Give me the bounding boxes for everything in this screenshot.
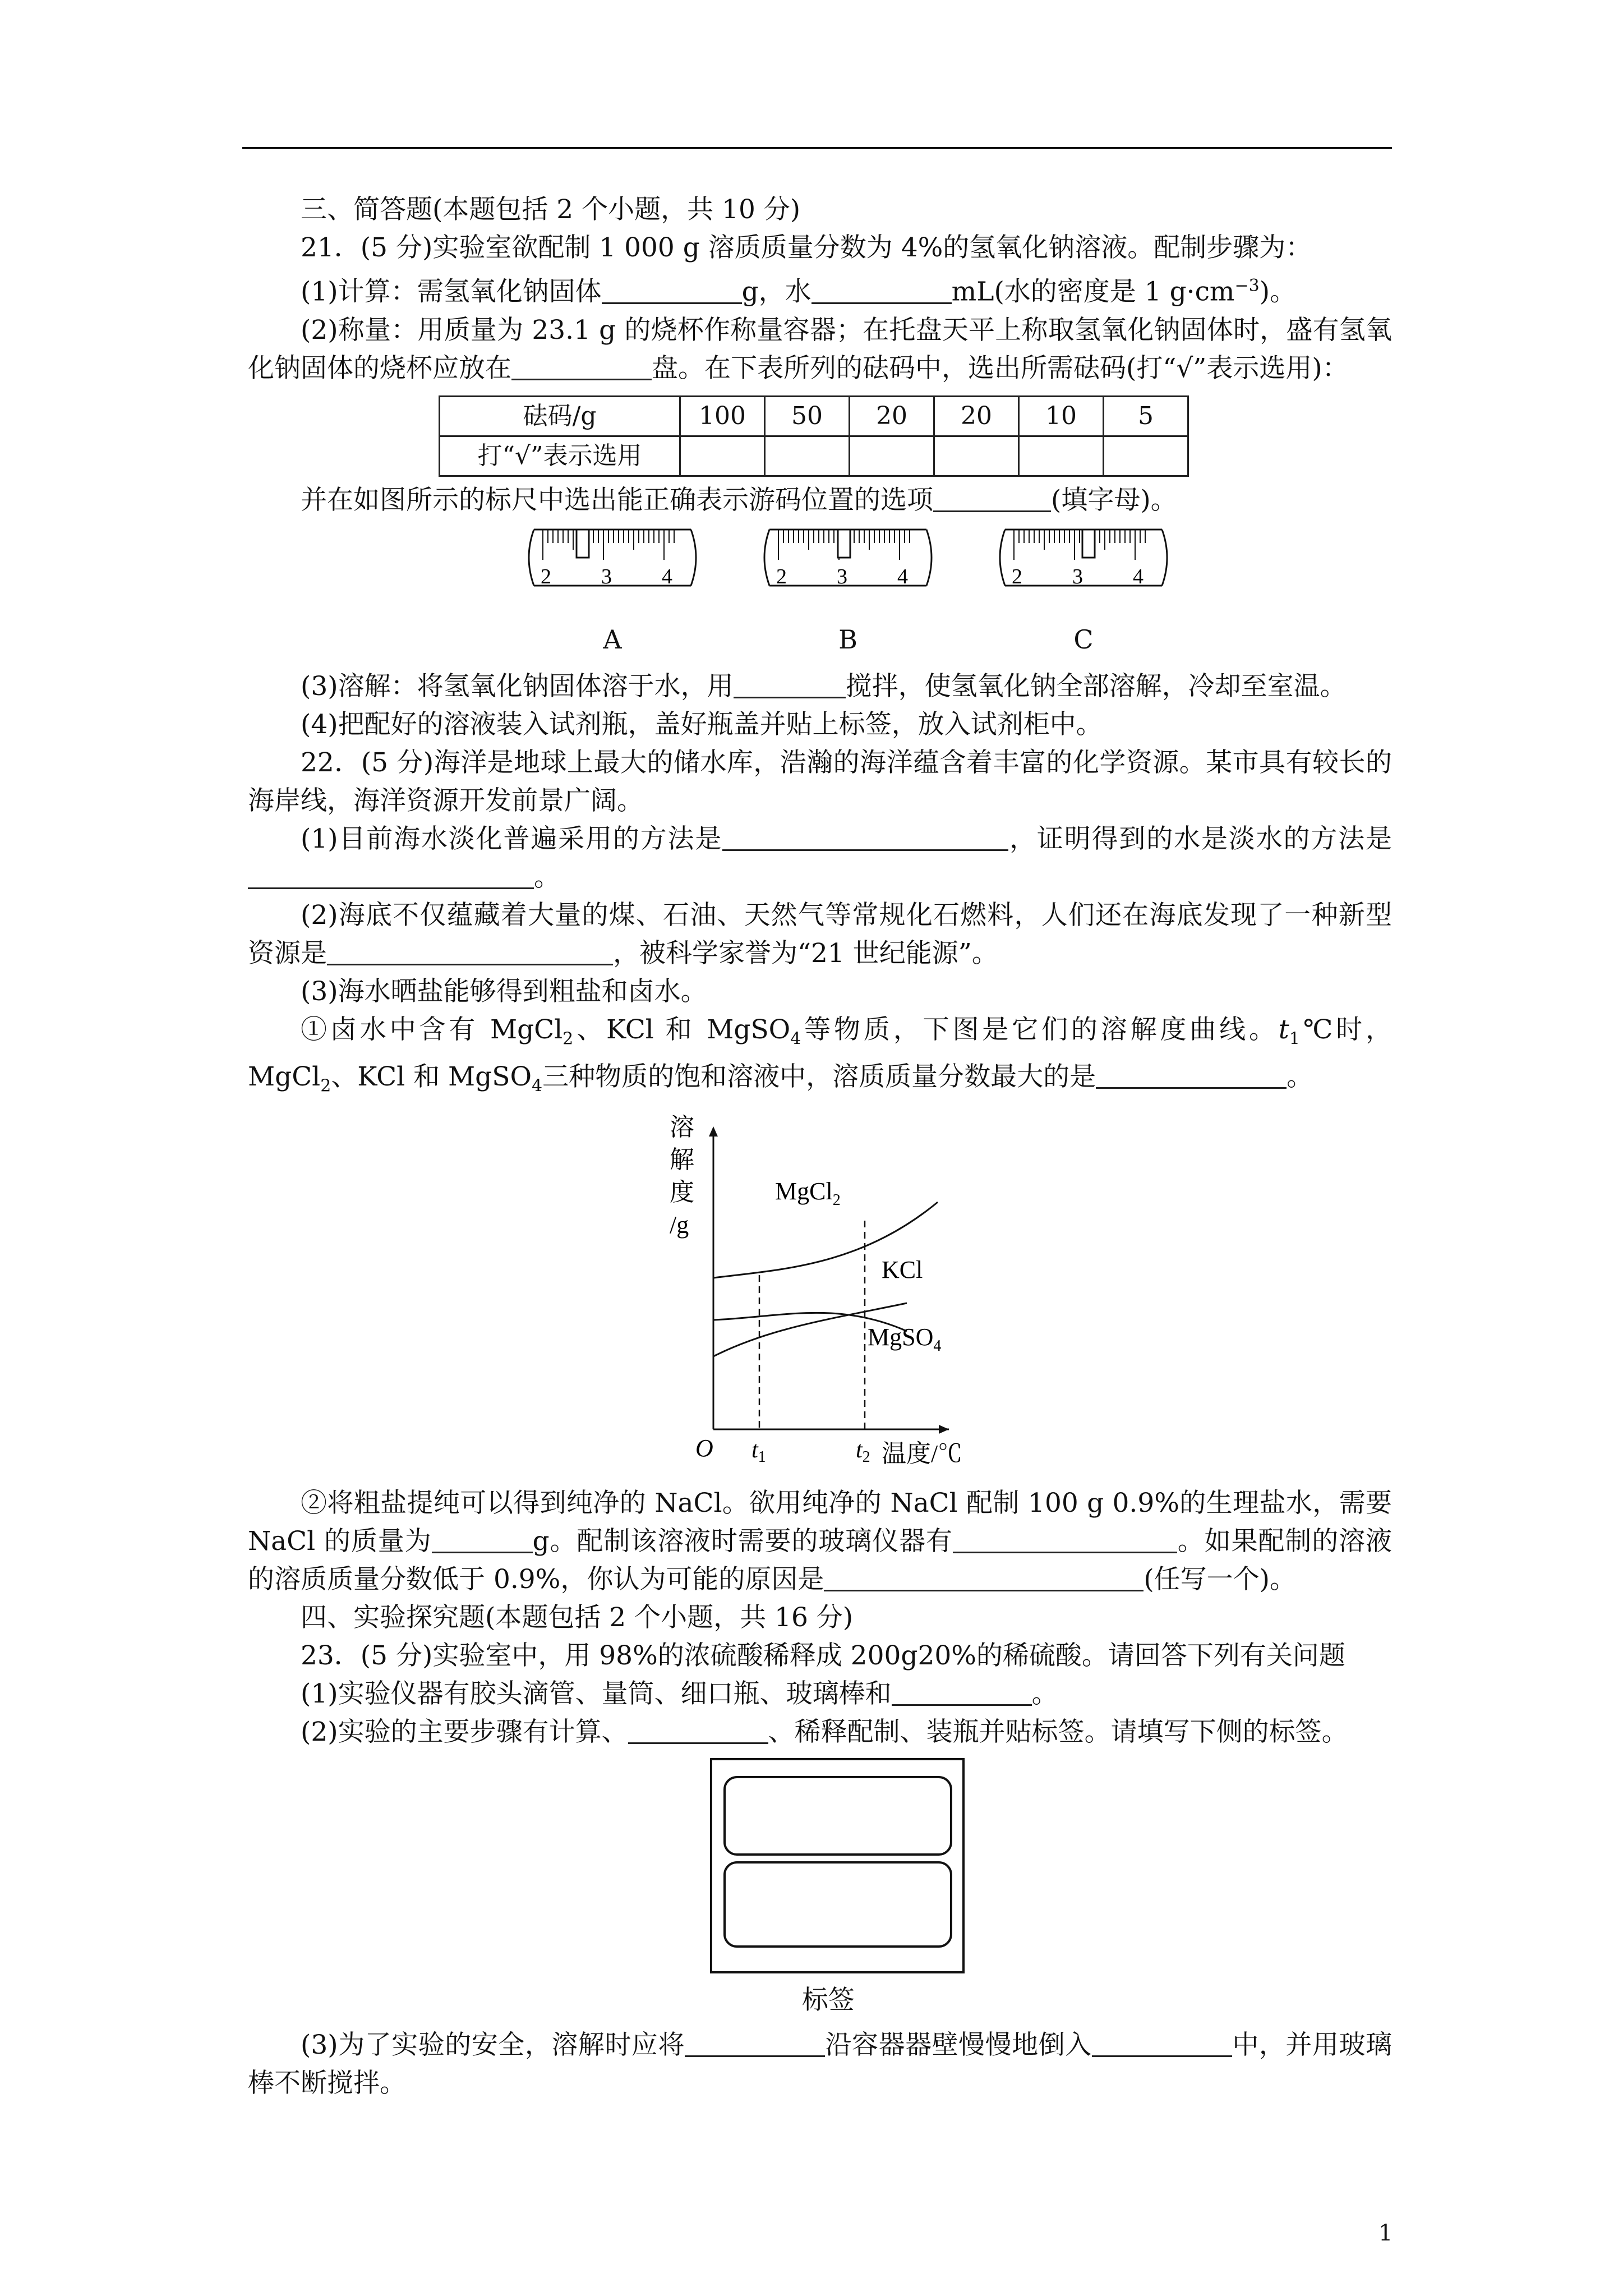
table-row — [440, 396, 1188, 436]
weight-cell: 20 — [850, 396, 934, 436]
q23-part2: (2)实验的主要步骤有计算、 、稀释配制、装瓶并贴标签。请填写下侧的标签。 — [248, 1713, 1392, 1751]
label-box-svg — [709, 1757, 967, 1976]
q21-part2-ruler: 并在如图所示的标尺中选出能正确表示游码位置的选项 (填字母)。 — [248, 481, 1392, 519]
q22-part3-2: ②将粗盐提纯可以得到纯净的 NaCl。欲用纯净的 NaCl 配制 100 g 0.9%的生理盐水，需要 NaCl 的质量为 g。配制该溶液时需要的玻璃仪器有 。如果配制的溶液的溶质质量分数低于 0.9%，你认为可能的原因是 (任写一个)。 — [248, 1488, 1392, 1595]
table-header: 打“√”表示选用 — [440, 436, 680, 476]
answer-blank[interactable] — [824, 1562, 1144, 1591]
ruler-a-icon — [523, 524, 702, 619]
check-cell[interactable] — [1104, 436, 1188, 476]
answer-blank[interactable] — [685, 2027, 825, 2057]
check-cell[interactable] — [680, 436, 765, 476]
answer-blank[interactable] — [734, 669, 846, 698]
q21-part1: (1)计算：需氢氧化钠固体 g，水 mL(水的密度是 1 $g\cdot cm^{-3}$)。 — [248, 267, 1392, 311]
label-outer-frame — [711, 1759, 963, 1972]
label-field-bottom[interactable] — [725, 1862, 951, 1947]
answer-blank[interactable] — [327, 936, 613, 965]
check-cell[interactable] — [934, 436, 1019, 476]
answer-blank[interactable] — [511, 351, 652, 380]
tick-label: t1 — [751, 1437, 766, 1466]
rider — [1082, 530, 1095, 558]
ruler-a — [523, 524, 702, 659]
q22-part3-1: ①卤水中含有 MgCl$_2$、KCl 和 MgSO$_4$等物质，下图是它们的溶解度曲线。$t_1℃$时，MgCl$_2$、KCl 和 MgSO$_4$三种物质的饱和溶液中，溶质质量分数最大的是 。 — [248, 1014, 1393, 1096]
ruler-c-label: C — [1073, 624, 1094, 655]
q21-part2: (2)称量：用质量为 23.1 g 的烧杯作称量容器；在托盘天平上称取氢氧化钠固体时，盛有氢氧化钠固体的烧杯应放在 盘。在下表所列的砝码中，选出所需砝码(打“√”表示选用)： — [248, 314, 1392, 384]
q22-part2: (2)海底不仅蕴藏着大量的煤、石油、天然气等常规化石燃料，人们还在海底发现了一种新型资源是 ，被科学家誉为“21 世纪能源”。 — [248, 899, 1392, 969]
x-axis-label: 温度/℃ — [882, 1440, 963, 1468]
y-axis-label: 溶 — [670, 1114, 694, 1142]
check-cell[interactable] — [850, 436, 934, 476]
answer-blank[interactable] — [432, 1524, 533, 1553]
solubility-chart-svg — [657, 1110, 1039, 1474]
header-rule — [242, 147, 1392, 149]
svg-text:3: 3 — [1072, 564, 1083, 588]
series-label-kcl: KCl — [882, 1256, 923, 1284]
weight-cell: 20 — [934, 396, 1019, 436]
series-label-mgso4: MgSO$_4$ — [868, 1323, 942, 1355]
y-axis-label: 度 — [670, 1179, 694, 1207]
answer-blank[interactable] — [1096, 1059, 1287, 1089]
section-3-title: 三、简答题(本题包括 2 个小题，共 10 分) — [301, 194, 801, 225]
answer-blank[interactable] — [933, 482, 1051, 512]
series-label-mgcl2: MgCl$_2$ — [775, 1177, 841, 1209]
svg-text:2: 2 — [1012, 564, 1022, 588]
exam-content — [248, 191, 1392, 2102]
ruler-b — [758, 524, 938, 659]
q23-part3: (3)为了实验的安全，溶解时应将 沿容器器壁慢慢地倒入 中，并用玻璃棒不断搅拌。 — [248, 2026, 1392, 2102]
svg-text:4: 4 — [662, 564, 672, 588]
check-cell[interactable] — [1019, 436, 1104, 476]
solubility-chart — [248, 1110, 1392, 1480]
label-field-top[interactable] — [725, 1777, 951, 1855]
answer-blank[interactable] — [722, 821, 1008, 851]
weight-cell: 10 — [1019, 396, 1104, 436]
q22-part3: (3)海水晒盐能够得到粗盐和卤水。 — [301, 976, 707, 1007]
ruler-c — [994, 524, 1173, 659]
label-figure — [248, 1757, 1392, 2021]
q22-stem: 22．(5 分)海洋是地球上最大的储水库，浩瀚的海洋蕴含着丰富的化学资源。某市具有较长的海岸线，海洋资源开发前景广阔。 — [248, 747, 1392, 816]
answer-blank[interactable] — [811, 274, 952, 304]
ruler-a-label: A — [603, 624, 622, 655]
ruler-figures — [248, 524, 1392, 664]
ruler-b-label: B — [838, 624, 857, 655]
svg-text:3: 3 — [837, 564, 847, 588]
q23-stem: 23．(5 分)实验室中，用 98%的浓硫酸稀释成 200g20%的稀硫酸。请回答下列有关问题 — [301, 1640, 1345, 1672]
x-axis-arrow — [939, 1425, 949, 1434]
y-axis-label: 解 — [670, 1146, 694, 1174]
answer-blank[interactable] — [1092, 2027, 1232, 2057]
tick-label: t2 — [856, 1437, 870, 1466]
label-caption: 标签 — [802, 1985, 855, 2016]
check-cell[interactable] — [765, 436, 850, 476]
rider — [577, 530, 589, 558]
table-header: 砝码/g — [440, 396, 680, 436]
ruler-c-icon — [994, 524, 1173, 619]
svg-text:2: 2 — [776, 564, 787, 588]
q21-part4: (4)把配好的溶液装入试剂瓶，盖好瓶盖并贴上标签，放入试剂柜中。 — [301, 708, 1103, 740]
q22-part1: (1)目前海水淡化普遍采用的方法是 ，证明得到的水是淡水的方法是。 — [248, 820, 1392, 896]
answer-blank[interactable] — [953, 1524, 1177, 1553]
page-number: 1 — [1378, 2220, 1393, 2246]
q23-part1: (1)实验仪器有胶头滴管、量筒、细口瓶、玻璃棒和 。 — [248, 1675, 1392, 1713]
svg-text:4: 4 — [1133, 564, 1144, 588]
q21-part3: (3)溶解：将氢氧化钠固体溶于水，用 搅拌，使氢氧化钠全部溶解，冷却至室温。 — [248, 668, 1392, 706]
section-4-title: 四、实验探究题(本题包括 2 个小题，共 16 分) — [301, 1602, 854, 1634]
answer-blank[interactable] — [602, 274, 742, 304]
table-row — [440, 436, 1188, 476]
svg-text:3: 3 — [601, 564, 612, 588]
weights-table — [439, 395, 1189, 477]
weight-cell: 50 — [765, 396, 850, 436]
y-axis-label: /g — [670, 1211, 689, 1239]
svg-text:4: 4 — [897, 564, 908, 588]
origin-label: O — [695, 1434, 713, 1462]
y-axis-arrow — [709, 1126, 718, 1137]
answer-blank[interactable] — [628, 1714, 768, 1744]
q21-stem: 21．(5 分)实验室欲配制 1 000 g 溶质质量分数为 4%的氢氧化钠溶液。配制步骤为： — [301, 232, 1312, 263]
rider — [838, 530, 850, 558]
weight-cell: 100 — [680, 396, 765, 436]
answer-blank[interactable] — [248, 859, 534, 889]
weight-cell: 5 — [1104, 396, 1188, 436]
answer-blank[interactable] — [892, 1676, 1032, 1706]
ruler-b-icon — [758, 524, 938, 619]
svg-text:2: 2 — [541, 564, 551, 588]
